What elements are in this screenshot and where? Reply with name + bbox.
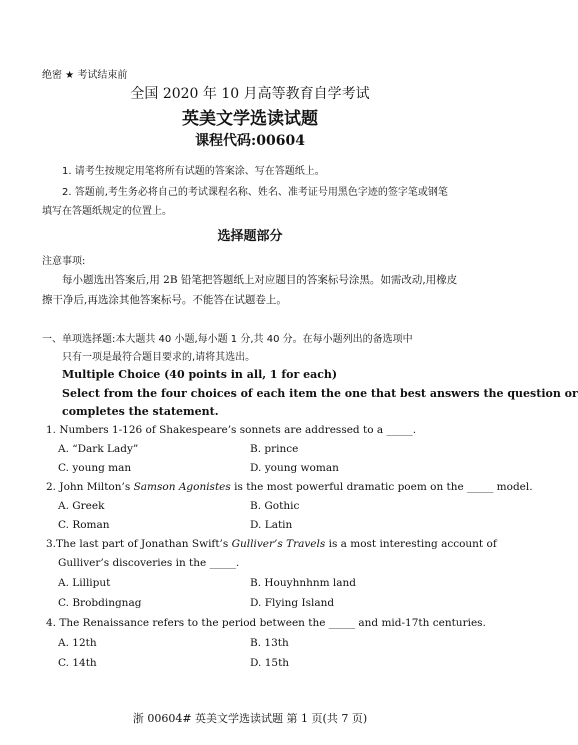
instruction-2: 2. 答题前,考生务必将自己的考试课程名称、姓名、准考证号用黑色字迹的签字笔或钢笔 [62, 187, 448, 198]
paper-title: 英美文学选读试题 [182, 109, 318, 129]
q4-option-d: D. 15th [250, 657, 290, 669]
notes-line-1: 每小题选出答案后,用 2B 铅笔把答题纸上对应题目的答案标号涂黑。如需改动,用橡皮 [62, 274, 458, 286]
section-title: 选择题部分 [217, 229, 283, 244]
q2-option-c: C. Roman [58, 519, 110, 531]
q3-option-a: A. Lilliput [58, 577, 111, 589]
q1-option-d: D. young woman [250, 462, 339, 474]
q2-option-b: B. Gothic [250, 500, 300, 512]
question-3: 3.The last part of Jonathan Swift’s Gulliver’s Travels is a most interesting account of [46, 538, 497, 550]
q2-option-a: A. Greek [58, 500, 105, 512]
q4-option-a: A. 12th [58, 637, 97, 649]
q2-option-d: D. Latin [250, 519, 293, 531]
q1-option-b: B. prince [250, 443, 299, 455]
course-code: 课程代码:00604 [195, 133, 305, 149]
q1-option-a: A. “Dark Lady” [58, 443, 139, 455]
question-4: 4. The Renaissance refers to the period between the _____ and mid-17th centuries. [46, 617, 486, 629]
q4-option-b: B. 13th [250, 637, 289, 649]
part1-en-instruction-1: Select from the four choices of each item the one that best answers the question or [62, 387, 578, 400]
notes-heading: 注意事项: [42, 256, 86, 267]
q4-option-c: C. 14th [58, 657, 97, 669]
exam-title: 全国 2020 年 10 月高等教育自学考试 [130, 86, 370, 102]
question-3-cont: Gulliver’s discoveries in the _____. [58, 557, 240, 569]
part1-en-heading: Multiple Choice (40 points in all, 1 for each) [62, 368, 338, 381]
part1-line-1: 一、单项选择题:本大题共 40 小题,每小题 1 分,共 40 分。在每小题列出的备选项中 [42, 334, 413, 345]
question-2: 2. John Milton’s Samson Agonistes is the most powerful dramatic poem on the _____ model. [46, 481, 533, 493]
q1-option-c: C. young man [58, 462, 132, 474]
notes-line-2: 擦干净后,再选涂其他答案标号。不能答在试题卷上。 [42, 294, 287, 306]
q3-option-d: D. Flying Island [250, 597, 335, 609]
q3-option-b: B. Houyhnhnm land [250, 577, 357, 589]
part1-line-2: 只有一项是最符合题目要求的,请将其选出。 [62, 352, 256, 363]
question-1: 1. Numbers 1-126 of Shakespeare’s sonnets are addressed to a _____. [46, 424, 417, 436]
instruction-2-cont: 填写在答题纸规定的位置上。 [42, 206, 172, 217]
q3-option-c: C. Brobdingnag [58, 597, 142, 609]
part1-en-instruction-2: completes the statement. [62, 405, 219, 418]
confidential-label: 绝密 ★ 考试结束前 [42, 70, 128, 81]
page-footer: 浙 00604# 英美文学选读试题 第 1 页(共 7 页) [132, 712, 368, 725]
instruction-1: 1. 请考生按规定用笔将所有试题的答案涂、写在答题纸上。 [62, 166, 325, 177]
